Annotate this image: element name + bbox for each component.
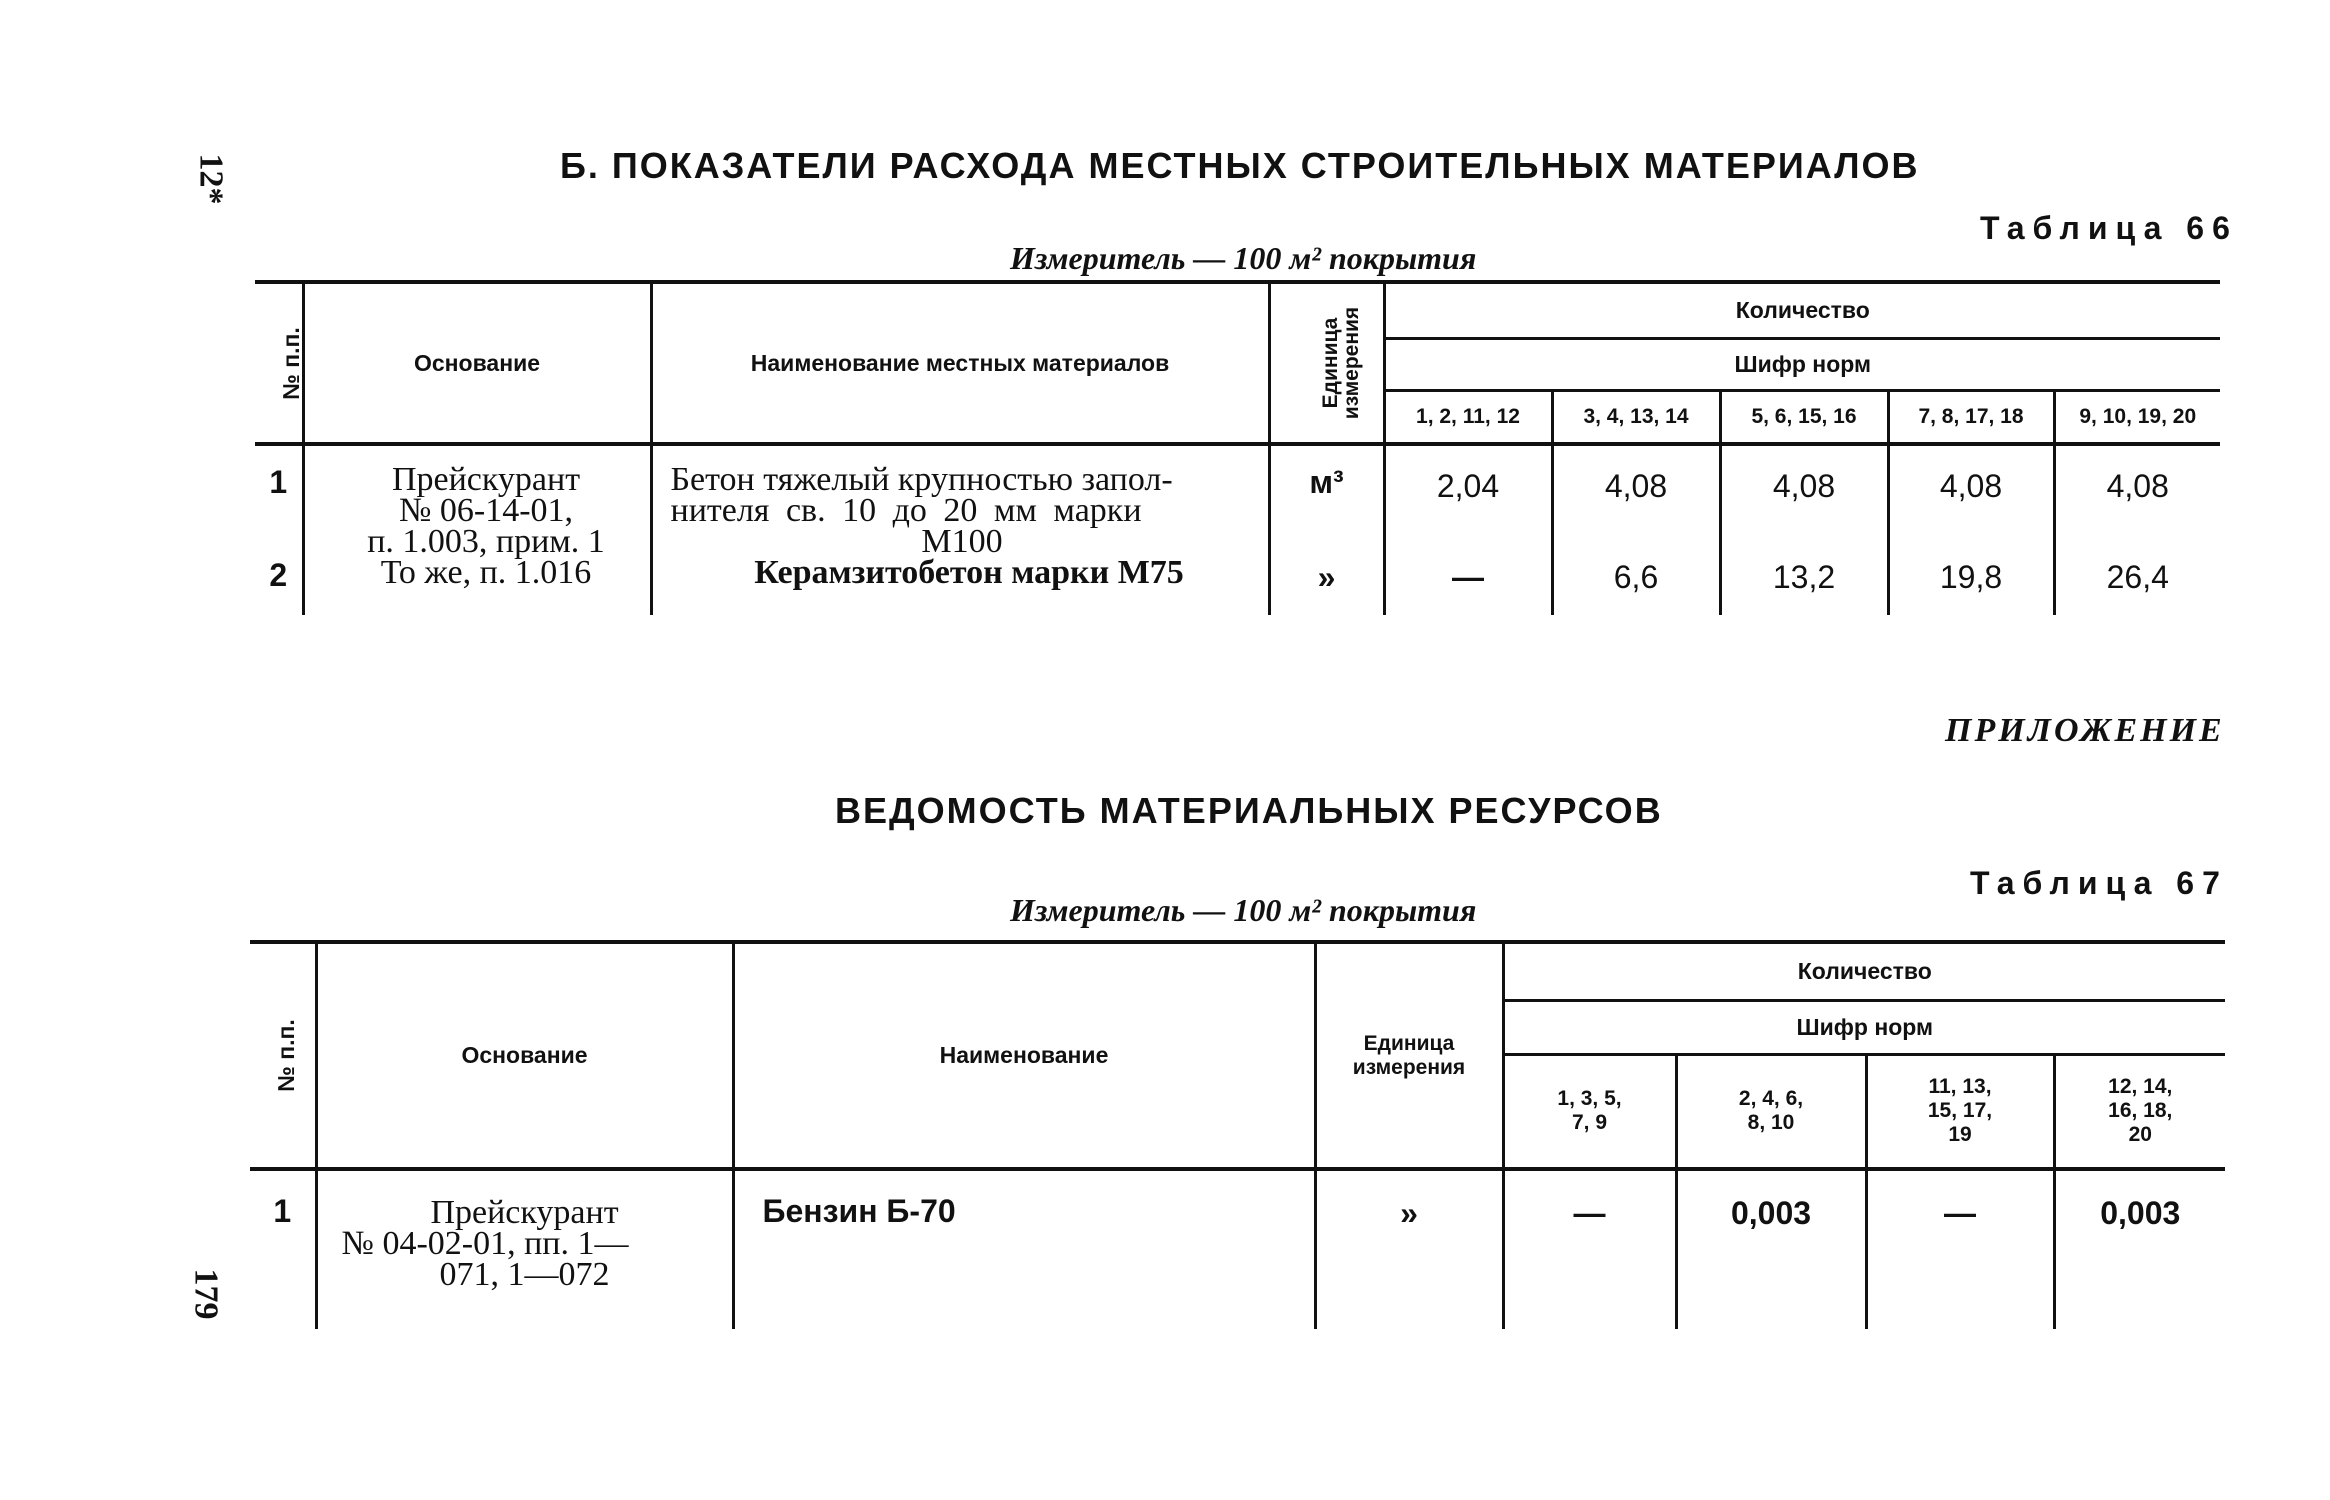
t67-header-basis: Основание [316, 942, 733, 1169]
table-67-measure: Измеритель — 100 м² покрытия [1010, 892, 1477, 928]
t66-col-5: 9, 10, 19, 20 [2054, 390, 2220, 444]
table-67 [250, 940, 2225, 1329]
t67-r1-basis: Прейскурант № 04-02-01, пп. 1— 071, 1—072 [316, 1169, 733, 1329]
t66-header-basis: Основание [303, 282, 651, 444]
t67-col-1: 1, 3, 5, 7, 9 [1503, 1054, 1676, 1169]
table-67-label: Таблица 67 [1970, 865, 2228, 901]
t66-r2-basis: То же, п. 1.016 [303, 557, 651, 615]
t66-r2-v1: — [1384, 557, 1552, 615]
t66-r2-v5: 26,4 [2054, 557, 2220, 615]
t67-r1-name: Бензин Б-70 [733, 1169, 1315, 1329]
t66-header-unit: Единица измерения [1269, 282, 1384, 444]
t67-header-name: Наименование [733, 942, 1315, 1169]
t66-r1-v2: 4,08 [1552, 444, 1720, 557]
side-page-number: 179 [187, 1268, 225, 1320]
table-row [255, 444, 2220, 557]
t66-r2-num: 2 [255, 557, 303, 615]
appendix-title: ВЕДОМОСТЬ МАТЕРИАЛЬНЫХ РЕСУРСОВ [835, 790, 1663, 831]
t67-header-num: № п.п. [250, 942, 316, 1169]
t67-header-unit: Единица измерения [1315, 942, 1503, 1169]
t67-header-quantity: Количество [1503, 942, 2225, 1000]
t66-col-2: 3, 4, 13, 14 [1552, 390, 1720, 444]
table-row [250, 1169, 2225, 1329]
t67-r1-v4: 0,003 [2054, 1169, 2225, 1329]
t66-r2-v2: 6,6 [1552, 557, 1720, 615]
t66-r2-v3: 13,2 [1720, 557, 1888, 615]
t66-col-4: 7, 8, 17, 18 [1888, 390, 2054, 444]
t66-header-name: Наименование местных материалов [651, 282, 1269, 444]
t67-r1-unit: » [1315, 1169, 1503, 1329]
t67-col-3: 11, 13, 15, 17, 19 [1866, 1054, 2054, 1169]
t67-header-cipher: Шифр норм [1503, 1000, 2225, 1054]
t66-r1-num: 1 [255, 444, 303, 557]
side-page-mark-top: 12* [192, 153, 230, 205]
t66-r1-v1: 2,04 [1384, 444, 1552, 557]
t66-header-cipher: Шифр норм [1384, 338, 2220, 390]
t66-r1-basis: Прейскурант № 06-14-01, п. 1.003, прим. 1 [303, 444, 651, 557]
t67-col-4: 12, 14, 16, 18, 20 [2054, 1054, 2225, 1169]
t67-r1-v2: 0,003 [1676, 1169, 1866, 1329]
t66-r1-v5: 4,08 [2054, 444, 2220, 557]
t67-r1-v1: — [1503, 1169, 1676, 1329]
table-row [255, 557, 2220, 615]
t67-r1-v3: — [1866, 1169, 2054, 1329]
t67-r1-num: 1 [250, 1169, 316, 1329]
table-66-label: Таблица 66 [1980, 210, 2238, 246]
appendix-label: ПРИЛОЖЕНИЕ [1945, 712, 2225, 749]
t66-r1-v4: 4,08 [1888, 444, 2054, 557]
t66-r1-v3: 4,08 [1720, 444, 1888, 557]
t66-col-1: 1, 2, 11, 12 [1384, 390, 1552, 444]
t66-r1-unit: м³ [1269, 444, 1384, 557]
t66-header-quantity: Количество [1384, 282, 2220, 338]
t66-header-num: № п.п. [255, 282, 303, 444]
table-66 [255, 280, 2220, 615]
t66-r2-unit: » [1269, 557, 1384, 615]
table-66-measure: Измеритель — 100 м² покрытия [1010, 240, 1477, 276]
t67-col-2: 2, 4, 6, 8, 10 [1676, 1054, 1866, 1169]
t66-r2-v4: 19,8 [1888, 557, 2054, 615]
section-b-title: Б. ПОКАЗАТЕЛИ РАСХОДА МЕСТНЫХ СТРОИТЕЛЬНЫХ МАТЕРИАЛОВ [560, 145, 1920, 186]
t66-r2-name: Керамзитобетон марки М75 [651, 557, 1269, 615]
t66-col-3: 5, 6, 15, 16 [1720, 390, 1888, 444]
t66-r1-name: Бетон тяжелый крупностью запол- нителя св. 10 до 20 мм марки М100 [651, 444, 1269, 557]
